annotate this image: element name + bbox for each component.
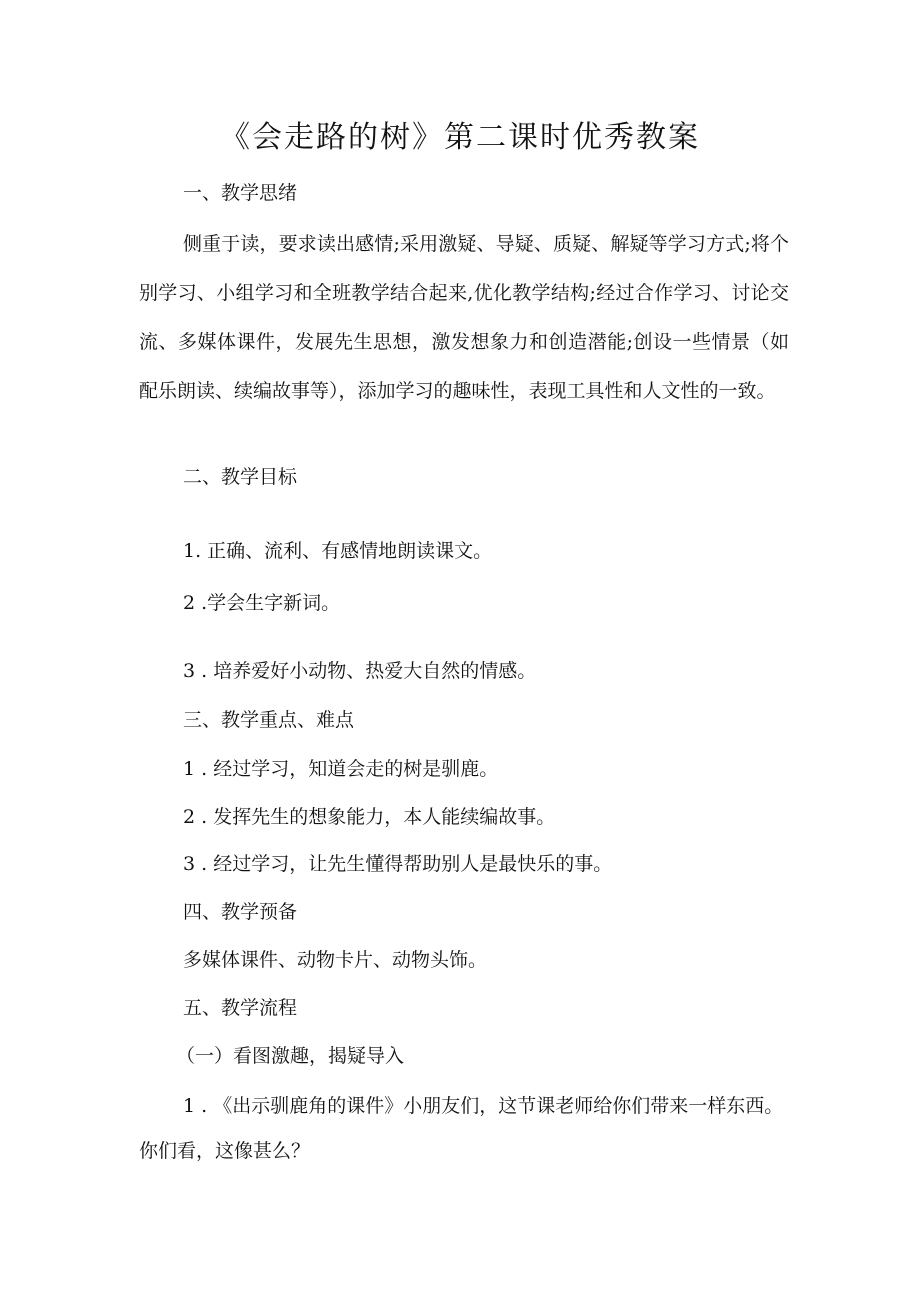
document-title: 《会走路的树》第二课时优秀教案 <box>220 120 700 155</box>
goal-item-1: 1. 正确、流利、有感情地朗读课文。 <box>183 540 493 562</box>
key-point-item-1: 1 . 经过学习，知道会走的树是驯鹿。 <box>183 758 499 780</box>
goal-item-3: 3 . 培养爱好小动物、热爱大自然的情感。 <box>183 660 537 682</box>
goal-item-2: 2 .学会生字新词。 <box>183 592 341 614</box>
section-heading-key-points: 三、教学重点、难点 <box>183 709 355 731</box>
section-heading-teaching-flow: 五、教学流程 <box>183 997 298 1019</box>
key-point-item-3: 3 . 经过学习，让先生懂得帮助别人是最快乐的事。 <box>183 853 613 875</box>
step-1-text: 1 . 《出示驯鹿角的课件》小朋友们，这节课老师给你们带来一样东西。你们看，这像甚么？ <box>139 1095 784 1162</box>
section-heading-teaching-thought: 一、教学思绪 <box>183 182 298 204</box>
key-point-item-2: 2 . 发挥先生的想象能力，本人能续编故事。 <box>183 806 556 828</box>
step-heading-1: （一）看图激趣，揭疑导入 <box>176 1045 405 1067</box>
section-heading-teaching-goals: 二、教学目标 <box>183 466 298 488</box>
preparation-text: 多媒体课件、动物卡片、动物头饰。 <box>183 949 488 971</box>
teaching-thought-paragraph: 侧重于读，要求读出感情;采用激疑、导疑、质疑、解疑等学习方式;将个别学习、小组学习和全班教学结合起来,优化教学结构;经过合作学习、讨论交流、多媒体课件，发展先生思想，激发想象力和创造潜能;创设一些情景（如配乐朗读、续编故事等），添加学习的趣味性，表现工具性和人文性的一致。 <box>139 233 789 402</box>
section-heading-preparation: 四、教学预备 <box>183 901 298 923</box>
